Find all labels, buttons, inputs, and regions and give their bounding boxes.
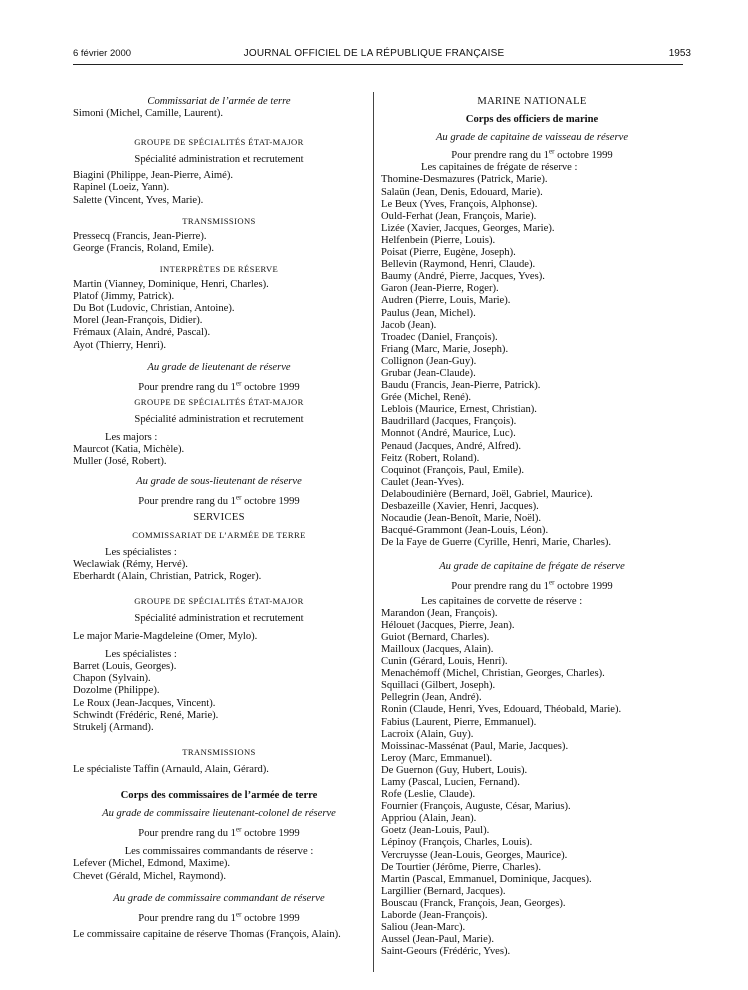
name-entry: Lamy (Pascal, Lucien, Fernand). (381, 776, 520, 788)
name-entry: Grubar (Jean-Claude). (381, 367, 476, 379)
name-entry: Le Beux (Yves, François, Alphonse). (381, 198, 538, 210)
ordinal-suffix: er (548, 578, 555, 587)
name-entry: Mailloux (Jacques, Alain). (381, 643, 494, 655)
subheading: Les commissaires commandants de réserve : (124, 846, 314, 858)
date-text: Pour prendre rang du 1 (138, 912, 236, 924)
name-entry: Bellevin (Raymond, Henri, Claude). (381, 259, 536, 271)
name-entry: Muller (José, Robert). (73, 456, 167, 468)
date-text: octobre 1999 (241, 496, 300, 508)
name-entry: Fabius (Laurent, Pierre, Emmanuel). (381, 716, 537, 728)
name-entry: Du Bot (Ludovic, Christian, Antoine). (73, 303, 235, 315)
name-entry: Feitz (Robert, Roland). (381, 452, 480, 464)
effective-date-line (73, 910, 365, 925)
section-heading: GROUPE DE SPÉCIALITÉS ÉTAT-MAJOR (134, 396, 304, 407)
effective-date-line (381, 578, 683, 593)
name-entry: Audren (Pierre, Louis, Marie). (381, 295, 511, 307)
header-date: 6 février 2000 (73, 48, 132, 59)
group-label: Les capitaines de corvette de réserve : (421, 595, 583, 607)
grade-heading: Au grade de capitaine de vaisseau de réserve (435, 132, 629, 144)
name-entry: Helfenbein (Pierre, Louis). (381, 234, 496, 246)
date-text: octobre 1999 (241, 381, 300, 393)
ordinal-suffix: er (235, 825, 242, 834)
name-entry: Delaboudinière (Bernard, Joël, Gabriel, Maurice). (381, 488, 593, 500)
name-entry: Dozolme (Philippe). (73, 685, 160, 697)
effective-date-line (381, 147, 683, 162)
ordinal-suffix: er (235, 493, 242, 502)
name-entry: Lizée (Xavier, Jacques, Georges, Marie). (381, 222, 555, 234)
name-entry: Rapinel (Loeiz, Yann). (73, 182, 170, 194)
name-entry: Le spécialiste Taffin (Arnauld, Alain, Gérard). (73, 763, 269, 775)
grade-heading: Au grade de commissaire lieutenant-colonel de réserve (102, 808, 336, 820)
name-entry: Rofe (Leslie, Claude). (381, 789, 476, 801)
name-entry: Lacroix (Alain, Guy). (381, 728, 474, 740)
section-heading: GROUPE DE SPÉCIALITÉS ÉTAT-MAJOR (134, 595, 304, 606)
date-text: octobre 1999 (241, 828, 300, 840)
name-entry: Lefever (Michel, Edmond, Maxime). (73, 858, 231, 870)
name-entry: Thomine-Desmazures (Patrick, Marie). (381, 174, 548, 186)
name-entry: Penaud (Jacques, André, Alfred). (381, 440, 522, 452)
name-entry: De Tourtier (Jérôme, Pierre, Charles). (381, 861, 541, 873)
name-entry: Appriou (Alain, Jean). (381, 813, 477, 825)
ordinal-suffix: er (235, 910, 242, 919)
date-text: Pour prendre rang du 1 (138, 828, 236, 840)
header-rule (73, 64, 683, 65)
subheading: Spécialité administration et recrutement (134, 613, 304, 624)
name-entry: Le Roux (Jean-Jacques, Vincent). (73, 697, 216, 709)
grade-heading: Au grade de lieutenant de réserve (147, 361, 291, 373)
name-entry: Marandon (Jean, François). (381, 607, 498, 619)
page-number: 1953 (668, 48, 691, 59)
name-entry: Morel (Jean-François, Didier). (73, 315, 203, 327)
name-entry: Le commissaire capitaine de réserve Thomas (François, Alain). (73, 928, 341, 940)
name-entry: Salette (Vincent, Yves, Marie). (73, 194, 204, 206)
name-entry: Schwindt (Frédéric, René, Marie). (73, 709, 219, 721)
corps-heading: Corps des officiers de marine (465, 114, 599, 126)
left-column (73, 96, 365, 941)
name-entry: Chapon (Sylvain). (73, 673, 151, 685)
name-entry: Pellegrin (Jean, André). (381, 692, 482, 704)
name-entry: Saliou (Jean-Marc). (381, 922, 466, 934)
corps-heading: Corps des commissaires de l’armée de terre (120, 790, 318, 802)
section-title: MARINE NATIONALE (477, 96, 587, 107)
name-entry: Largillier (Bernard, Jacques). (381, 885, 506, 897)
section-heading: GROUPE DE SPÉCIALITÉS ÉTAT-MAJOR (134, 137, 304, 148)
name-entry: Goetz (Jean-Louis, Paul). (381, 825, 490, 837)
column-divider (373, 92, 374, 972)
name-entry: Weclawiak (Rémy, Hervé). (73, 558, 188, 570)
section-heading: TRANSMISSIONS (182, 215, 256, 226)
date-text: octobre 1999 (554, 581, 613, 593)
date-text: octobre 1999 (241, 912, 300, 924)
name-entry: Simoni (Michel, Camille, Laurent). (73, 108, 224, 120)
name-entry: Maurcot (Katia, Michèle). (73, 444, 185, 456)
header-title: JOURNAL OFFICIEL DE LA RÉPUBLIQUE FRANÇAISE (243, 48, 505, 59)
name-entry: Leroy (Marc, Emmanuel). (381, 752, 493, 764)
grade-heading: Au grade de commissaire commandant de réserve (113, 892, 325, 904)
name-entry: Martin (Vianney, Dominique, Henri, Charles). (73, 279, 269, 291)
grade-heading: Commissariat de l’armée de terre (147, 96, 291, 107)
effective-date-line (73, 493, 365, 508)
name-entry: Collignon (Jean-Guy). (381, 355, 477, 367)
date-text: Pour prendre rang du 1 (138, 496, 236, 508)
name-entry: De Guernon (Guy, Hubert, Louis). (381, 764, 528, 776)
name-entry: Eberhardt (Alain, Christian, Patrick, Roger). (73, 570, 262, 582)
section-heading: INTERPRÈTES DE RÉSERVE (159, 263, 279, 274)
subheading: Spécialité administration et recrutement (134, 154, 304, 166)
group-label: Les spécialistes : (105, 546, 177, 558)
effective-date-line (73, 379, 365, 394)
name-entry: Ronin (Claude, Henri, Yves, Edouard, Théobald, Marie). (381, 704, 622, 716)
effective-date-line (73, 825, 365, 840)
name-entry: Jacob (Jean). (381, 319, 437, 331)
name-entry: Salaün (Jean, Denis, Edouard, Marie). (381, 186, 543, 198)
name-entry: Baudu (Francis, Jean-Pierre, Patrick). (381, 380, 541, 392)
name-entry: Poisat (Pierre, Eugène, Joseph). (381, 247, 516, 259)
section-title: SERVICES (193, 512, 245, 524)
date-text: Pour prendre rang du 1 (451, 150, 549, 162)
name-entry: Laborde (Jean-François). (381, 910, 488, 921)
name-entry: Troadec (Daniel, François). (381, 331, 498, 343)
name-entry: Platof (Jimmy, Patrick). (73, 291, 175, 303)
name-entry: Strukelj (Armand). (73, 721, 154, 733)
grade-heading: Au grade de sous-lieutenant de réserve (136, 476, 302, 488)
name-entry: Barret (Louis, Georges). (73, 661, 177, 673)
name-entry: Monnot (André, Maurice, Luc). (381, 428, 516, 440)
ordinal-suffix: er (548, 147, 555, 156)
subheading: Spécialité administration et recrutement (134, 413, 304, 425)
name-entry: Caulet (Jean-Yves). (381, 476, 465, 488)
name-entry: Frémaux (Alain, André, Pascal). (73, 327, 211, 339)
group-label: Les spécialistes : (105, 649, 177, 661)
name-entry: Martin (Pascal, Emmanuel, Dominique, Jacques). (381, 873, 592, 885)
name-entry: Ayot (Thierry, Henri). (73, 339, 167, 351)
section-heading: COMMISSARIAT DE L’ARMÉE DE TERRE (132, 529, 306, 540)
name-entry: George (Francis, Roland, Emile). (73, 242, 215, 254)
date-text: Pour prendre rang du 1 (451, 581, 549, 593)
name-entry: De la Faye de Guerre (Cyrille, Henri, Marie, Charles). (381, 537, 612, 549)
name-entry: Coquinot (François, Paul, Emile). (381, 464, 525, 476)
name-entry: Ould-Ferhat (Jean, François, Marie). (381, 210, 537, 222)
date-text: octobre 1999 (554, 150, 613, 162)
name-entry: Friang (Marc, Marie, Joseph). (381, 343, 509, 355)
name-entry: Nocaudie (Jean-Benoît, Marie, Noël). (381, 513, 542, 525)
name-entry: Fournier (François, Auguste, César, Marius). (381, 801, 571, 813)
name-entry: Hélouet (Jacques, Pierre, Jean). (381, 619, 515, 631)
name-entry: Chevet (Gérald, Michel, Raymond). (73, 870, 226, 882)
name-entry: Squillaci (Gilbert, Joseph). (381, 680, 496, 692)
name-entry: Desbazeille (Xavier, Henri, Jacques). (381, 501, 539, 512)
name-entry: Biagini (Philippe, Jean-Pierre, Aimé). (73, 170, 234, 182)
grade-heading: Au grade de capitaine de frégate de réserve (439, 561, 625, 573)
name-entry: Menachémoff (Michel, Christian, Georges, Charles). (381, 668, 605, 680)
name-entry: Lépinoy (François, Charles, Louis). (381, 837, 533, 849)
name-entry: Aussel (Jean-Paul, Marie). (381, 934, 494, 946)
name-entry: Garon (Jean-Pierre, Roger). (381, 283, 499, 295)
ordinal-suffix: er (235, 379, 242, 388)
group-label: Les capitaines de frégate de réserve : (421, 162, 578, 174)
name-entry: Leblois (Maurice, Ernest, Christian). (381, 404, 537, 416)
name-entry: Vercruysse (Jean-Louis, Georges, Maurice). (381, 849, 568, 861)
name-entry: Baumy (André, Pierre, Jacques, Yves). (381, 271, 545, 283)
section-heading: TRANSMISSIONS (182, 746, 256, 757)
name-entry: Bouscau (Franck, François, Jean, Georges). (381, 897, 566, 909)
name-entry: Guiot (Bernard, Charles). (381, 631, 490, 643)
name-entry: Bacqué-Grammont (Jean-Louis, Léon). (381, 525, 549, 537)
right-column (381, 96, 683, 958)
name-entry: Pressecq (Francis, Jean-Pierre). (73, 230, 207, 242)
date-text: Pour prendre rang du 1 (138, 381, 236, 393)
page-header (0, 48, 748, 62)
name-entry: Saint-Geours (Frédéric, Yves). (381, 946, 511, 958)
name-entry: Cunin (Gérard, Louis, Henri). (381, 656, 508, 668)
name-entry: Paulus (Jean, Michel). (381, 307, 476, 319)
name-entry: Baudrillard (Jacques, François). (381, 416, 517, 428)
name-entry: Moissinac-Massénat (Paul, Marie, Jacques). (381, 740, 569, 752)
name-entry: Le major Marie-Magdeleine (Omer, Mylo). (73, 631, 258, 643)
group-label: Les majors : (105, 431, 158, 443)
name-entry: Grée (Michel, René). (381, 392, 472, 404)
